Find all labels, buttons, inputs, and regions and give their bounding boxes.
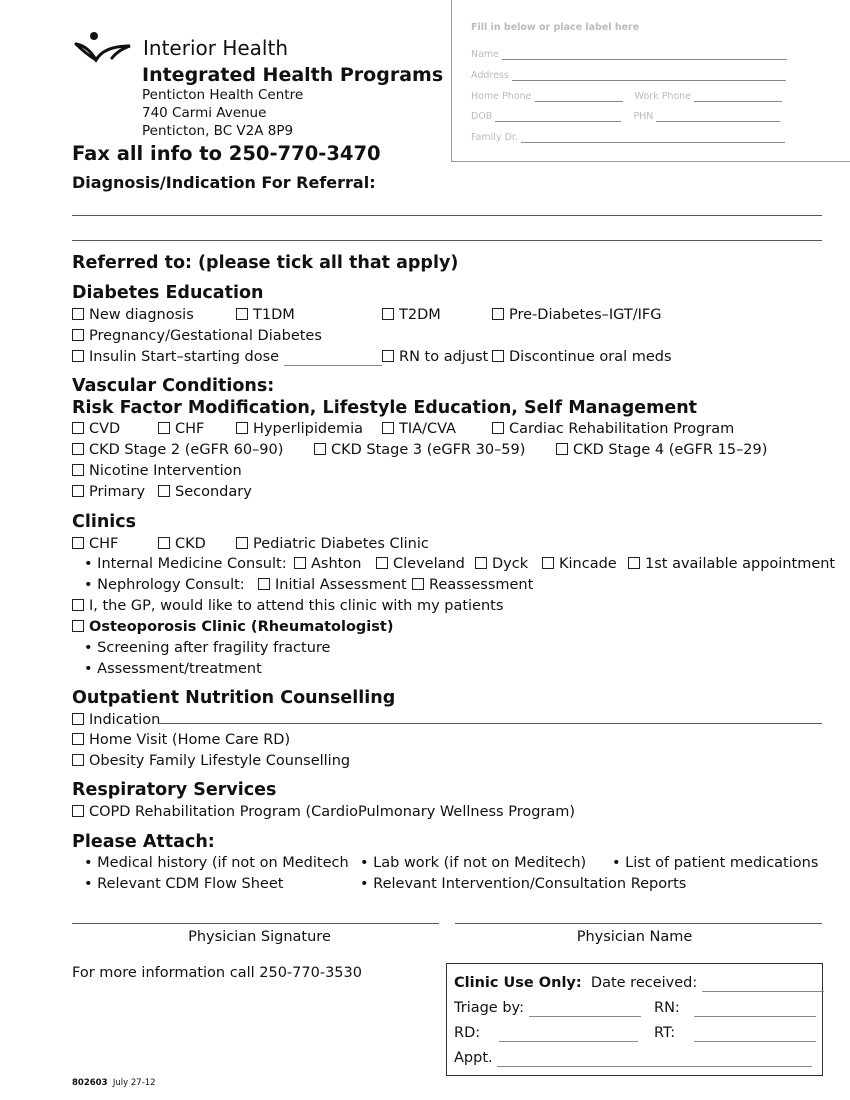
ckd3-option[interactable] — [314, 441, 525, 459]
t2dm-option[interactable] — [382, 306, 441, 324]
medications-item: • List of patient medications — [612, 854, 818, 872]
phn-field[interactable] — [656, 121, 780, 122]
copd-label: COPD Rehabilitation Program (CardioPulmonary Wellness Program) — [89, 804, 576, 820]
checkbox[interactable] — [72, 350, 84, 362]
checkbox[interactable] — [382, 422, 394, 434]
more-info-text: For more information call 250-770-3530 — [72, 965, 362, 981]
form-number: 802603 — [72, 1078, 108, 1088]
screening-item: • Screening after fragility fracture — [84, 639, 330, 657]
rt-field[interactable] — [694, 1041, 816, 1042]
name-row — [471, 49, 787, 60]
work-phone-label: Work Phone — [634, 91, 692, 102]
family-dr-row — [471, 132, 785, 143]
rt-label-wrap — [654, 1024, 816, 1042]
ashton-option[interactable] — [294, 555, 361, 573]
pregnancy-label: Pregnancy/Gestational Diabetes — [89, 328, 322, 344]
rn-label: RN: — [654, 1000, 680, 1016]
diabetes-heading: Diabetes Education — [72, 283, 264, 303]
initial-assessment-option[interactable] — [258, 576, 407, 594]
cardiac-rehab-option[interactable] — [492, 420, 734, 438]
dob-label: DOB — [471, 111, 493, 122]
clinic-use-title: Clinic Use Only: — [454, 975, 582, 991]
primary-option[interactable] — [72, 483, 145, 501]
vascular-subheading: Risk Factor Modification, Lifestyle Education, Self Management — [72, 398, 698, 418]
cvd-label: CVD — [89, 421, 121, 437]
dyck-label: Dyck — [492, 556, 529, 572]
gp-attend-option[interactable] — [72, 597, 503, 615]
obesity-option[interactable] — [72, 752, 350, 770]
checkbox[interactable] — [556, 443, 568, 455]
diagnosis-line-2[interactable] — [72, 240, 822, 241]
fax-number: Fax all info to 250-770-3470 — [72, 142, 381, 165]
address-line-3: Penticton, BC V2A 8P9 — [142, 123, 294, 139]
t2dm-label: T2DM — [399, 307, 441, 323]
indication-option[interactable] — [72, 711, 832, 729]
indication-label: Indication — [89, 712, 161, 728]
triage-field[interactable] — [529, 1016, 641, 1017]
checkbox[interactable] — [542, 557, 554, 569]
checkbox[interactable] — [72, 422, 84, 434]
signature-line[interactable] — [72, 923, 439, 924]
clinic-chf-option[interactable] — [72, 535, 118, 553]
attach-heading: Please Attach: — [72, 832, 215, 852]
ckd3-label: CKD Stage 3 (eGFR 30–59) — [331, 442, 526, 458]
form-footer — [72, 1078, 156, 1088]
pregnancy-option[interactable] — [72, 327, 322, 345]
rn-adjust-option[interactable] — [382, 348, 488, 366]
checkbox[interactable] — [72, 733, 84, 745]
gp-attend-label: I, the GP, would like to attend this clinic with my patients — [89, 598, 504, 614]
nicotine-label: Nicotine Intervention — [89, 463, 242, 479]
clinic-use-row-1 — [454, 974, 824, 992]
nutrition-heading: Outpatient Nutrition Counselling — [72, 688, 396, 708]
clinic-chf-label: CHF — [89, 536, 119, 552]
address-line-1: Penticton Health Centre — [142, 87, 304, 103]
nicotine-option[interactable] — [72, 462, 242, 480]
insulin-start-label: Insulin Start–starting dose — [89, 349, 280, 365]
checkbox[interactable] — [236, 308, 248, 320]
physician-name-label: Physician Name — [576, 929, 693, 945]
diagnosis-line-1[interactable] — [72, 215, 822, 216]
clinic-use-box — [446, 963, 823, 1076]
discontinue-label: Discontinue oral meds — [509, 349, 672, 365]
checkbox[interactable] — [72, 537, 84, 549]
osteoporosis-option[interactable] — [72, 618, 393, 636]
new-diagnosis-label: New diagnosis — [89, 307, 194, 323]
home-phone-label: Home Phone — [471, 91, 532, 102]
hyperlipidemia-option[interactable] — [236, 420, 363, 438]
home-phone-field[interactable] — [535, 101, 623, 102]
checkbox[interactable] — [72, 464, 84, 476]
kincade-option[interactable] — [542, 555, 617, 573]
checkbox[interactable] — [258, 578, 270, 590]
checkbox[interactable] — [72, 805, 84, 817]
nephrology-label: • Nephrology Consult: — [84, 576, 245, 594]
ckd4-label: CKD Stage 4 (eGFR 15–29) — [573, 442, 768, 458]
checkbox[interactable] — [294, 557, 306, 569]
checkbox[interactable] — [72, 443, 84, 455]
secondary-label: Secondary — [175, 484, 252, 500]
kincade-label: Kincade — [559, 556, 617, 572]
family-dr-field[interactable] — [521, 142, 785, 143]
home-visit-option[interactable] — [72, 731, 290, 749]
t1dm-label: T1DM — [253, 307, 295, 323]
rd-label-wrap — [454, 1024, 638, 1042]
address-label: Address — [471, 70, 509, 81]
date-received-label: Date received: — [590, 975, 698, 991]
date-received-field[interactable] — [702, 991, 824, 992]
medical-history-item: • Medical history (if not on Meditech — [84, 854, 349, 872]
family-dr-label: Family Dr. — [471, 132, 518, 143]
clinic-ckd-label: CKD — [175, 536, 206, 552]
address-row — [471, 70, 786, 81]
appt-label: Appt. — [454, 1050, 493, 1066]
obesity-label: Obesity Family Lifestyle Counselling — [89, 753, 351, 769]
pediatric-option[interactable] — [236, 535, 429, 553]
hyperlipidemia-label: Hyperlipidemia — [253, 421, 364, 437]
label-box-title: Fill in below or place label here — [471, 22, 640, 33]
referred-heading: Referred to: (please tick all that apply) — [72, 253, 459, 273]
osteoporosis-label: Osteoporosis Clinic (Rheumatologist) — [89, 619, 394, 635]
checkbox[interactable] — [72, 754, 84, 766]
phone-row — [471, 91, 782, 102]
new-diagnosis-option[interactable] — [72, 306, 194, 324]
checkbox[interactable] — [72, 308, 84, 320]
clinics-heading: Clinics — [72, 512, 137, 532]
address-line-2: 740 Carmi Avenue — [142, 105, 267, 121]
triage-label: Triage by: — [454, 1000, 524, 1016]
checkbox[interactable] — [236, 537, 248, 549]
reassessment-option[interactable] — [412, 576, 533, 594]
assessment-item: • Assessment/treatment — [84, 660, 262, 678]
cvd-option[interactable] — [72, 420, 120, 438]
interior-health-logo — [74, 30, 132, 68]
checkbox[interactable] — [158, 537, 170, 549]
prediabetes-label: Pre-Diabetes–IGT/IFG — [509, 307, 662, 323]
checkbox[interactable] — [72, 620, 84, 632]
checkbox[interactable] — [492, 308, 504, 320]
rd-label: RD: — [454, 1025, 481, 1041]
checkbox[interactable] — [475, 557, 487, 569]
org-name: Interior Health — [143, 36, 288, 60]
appt-label-wrap — [454, 1049, 812, 1067]
checkbox[interactable] — [72, 329, 84, 341]
vascular-heading: Vascular Conditions: — [72, 376, 275, 396]
checkbox[interactable] — [628, 557, 640, 569]
program-name: Integrated Health Programs — [142, 64, 444, 86]
respiratory-heading: Respiratory Services — [72, 780, 277, 800]
name-line[interactable] — [455, 923, 822, 924]
discontinue-option[interactable] — [492, 348, 672, 366]
name-field[interactable] — [502, 59, 787, 60]
checkbox[interactable] — [158, 422, 170, 434]
chf-option[interactable] — [158, 420, 204, 438]
rn-label-wrap — [654, 999, 816, 1017]
secondary-option[interactable] — [158, 483, 252, 501]
pediatric-label: Pediatric Diabetes Clinic — [253, 536, 429, 552]
clinic-ckd-option[interactable] — [158, 535, 206, 553]
ashton-label: Ashton — [311, 556, 362, 572]
starting-dose-field[interactable] — [284, 365, 382, 366]
checkbox[interactable] — [158, 485, 170, 497]
first-available-label: 1st available appointment — [645, 556, 836, 572]
diagnosis-label: Diagnosis/Indication For Referral: — [72, 173, 376, 192]
work-phone-field[interactable] — [694, 101, 782, 102]
rn-adjust-label: RN to adjust — [399, 349, 489, 365]
tia-label: TIA/CVA — [399, 421, 456, 437]
prediabetes-option[interactable] — [492, 306, 662, 324]
lab-work-item: • Lab work (if not on Meditech) — [360, 854, 586, 872]
dob-row — [471, 111, 780, 122]
phn-label: PHN — [633, 111, 654, 122]
reports-item: • Relevant Intervention/Consultation Reports — [360, 875, 686, 893]
checkbox[interactable] — [376, 557, 388, 569]
form-date: July 27-12 — [112, 1078, 156, 1088]
initial-assessment-label: Initial Assessment — [275, 577, 407, 593]
checkbox[interactable] — [314, 443, 326, 455]
cleveland-option[interactable] — [376, 555, 465, 573]
home-visit-label: Home Visit (Home Care RD) — [89, 732, 291, 748]
name-label: Name — [471, 49, 500, 60]
cdm-item: • Relevant CDM Flow Sheet — [84, 875, 283, 893]
copd-option[interactable] — [72, 803, 575, 821]
ckd4-option[interactable] — [556, 441, 767, 459]
triage-label-wrap — [454, 999, 641, 1017]
checkbox[interactable] — [382, 350, 394, 362]
ckd2-label: CKD Stage 2 (eGFR 60–90) — [89, 442, 284, 458]
checkbox[interactable] — [72, 713, 84, 725]
appt-field[interactable] — [497, 1066, 812, 1067]
checkbox[interactable] — [382, 308, 394, 320]
rt-label: RT: — [654, 1025, 676, 1041]
checkbox[interactable] — [236, 422, 248, 434]
cardiac-rehab-label: Cardiac Rehabilitation Program — [509, 421, 735, 437]
insulin-start-option[interactable] — [72, 348, 382, 366]
rd-field[interactable] — [499, 1041, 638, 1042]
first-available-option[interactable] — [628, 555, 835, 573]
address-field[interactable] — [512, 80, 786, 81]
cleveland-label: Cleveland — [393, 556, 465, 572]
checkbox[interactable] — [72, 599, 84, 611]
dob-field[interactable] — [495, 121, 621, 122]
primary-label: Primary — [89, 484, 146, 500]
ckd2-option[interactable] — [72, 441, 283, 459]
checkbox[interactable] — [492, 350, 504, 362]
rn-field[interactable] — [694, 1016, 816, 1017]
t1dm-option[interactable] — [236, 306, 295, 324]
physician-signature-label: Physician Signature — [188, 929, 331, 945]
checkbox[interactable] — [72, 485, 84, 497]
indication-field[interactable] — [158, 723, 822, 724]
dyck-option[interactable] — [475, 555, 528, 573]
checkbox[interactable] — [492, 422, 504, 434]
chf-label: CHF — [175, 421, 205, 437]
tia-option[interactable] — [382, 420, 456, 438]
im-consult-label: • Internal Medicine Consult: — [84, 555, 287, 573]
patient-label-box — [451, 0, 850, 162]
checkbox[interactable] — [412, 578, 424, 590]
reassessment-label: Reassessment — [429, 577, 534, 593]
